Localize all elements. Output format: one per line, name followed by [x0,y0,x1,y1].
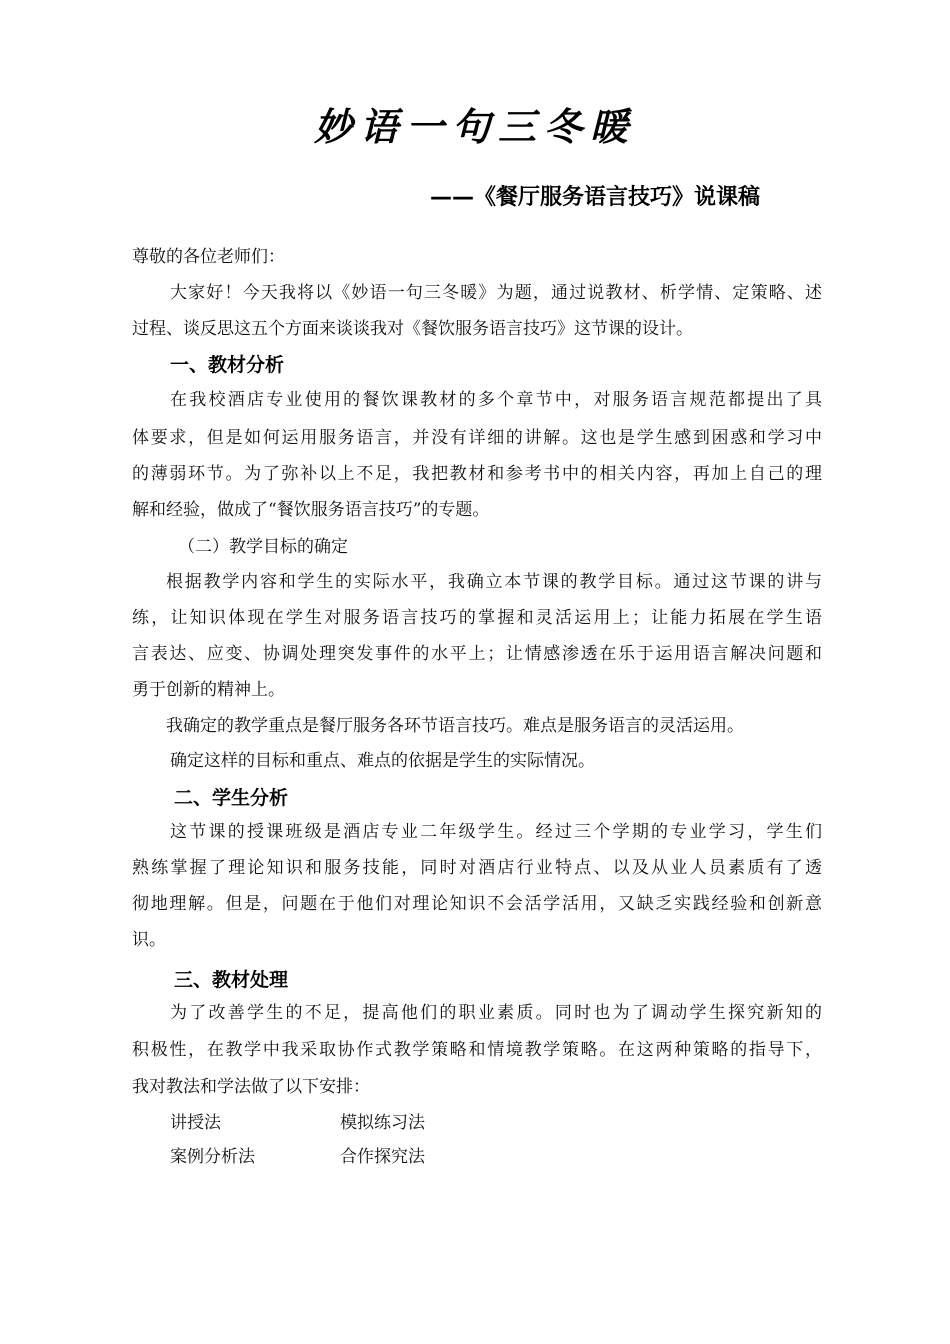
intro-line: 过程、谈反思这五个方面来谈谈我对《餐饮服务语言技巧》这节课的设计。 [132,319,693,339]
paragraph-line: 言表达、应变、协调处理突发事件的水平上；让情感渗透在乐于运用语言解决问题和 [132,644,822,664]
method-item: 合作探究法 [340,1147,425,1167]
paragraph-line: 积极性，在教学中我采取协作式教学策略和情境教学策略。在这两种策略的指导下， [132,1040,822,1060]
paragraph-line: 解和经验，做成了“餐饮服务语言技巧”的专题。 [132,500,490,520]
paragraph-line: 为了改善学生的不足，提高他们的职业素质。同时也为了调动学生探究新知的 [170,1003,822,1023]
document-title: 妙语一句三冬暖 [313,105,636,149]
section-heading: 三、教材处理 [174,969,289,991]
intro-line: 大家好！今天我将以《妙语一句三冬暖》为题，通过说教材、析学情、定策略、述 [170,283,822,303]
paragraph-line: 我对教法和学法做了以下安排： [132,1077,370,1097]
basis-line: 确定这样的目标和重点、难点的依据是学生的实际情况。 [170,751,595,771]
method-item: 模拟练习法 [340,1113,425,1133]
key-points-line: 我确定的教学重点是餐厅服务各环节语言技巧。难点是服务语言的灵活运用。 [166,716,744,736]
paragraph-line: 勇于创新的精神上。 [132,680,285,700]
section-heading: 一、教材分析 [170,354,285,376]
document-subtitle: ——《餐厅服务语言技巧》说课稿 [430,185,761,210]
paragraph-line: 在我校酒店专业使用的餐饮课教材的多个章节中，对服务语言规范都提出了具 [170,390,822,410]
paragraph-line: 根据教学内容和学生的实际水平，我确立本节课的教学目标。通过这节课的讲与 [166,572,822,592]
section-heading: 二、学生分析 [174,787,289,809]
paragraph-line: 熟练掌握了理论知识和服务技能，同时对酒店行业特点、以及从业人员素质有了透 [132,858,822,878]
paragraph-line: 这节课的授课班级是酒店专业二年级学生。经过三个学期的专业学习，学生们 [170,822,822,842]
method-item: 案例分析法 [170,1147,255,1167]
paragraph-line: 识。 [132,930,166,950]
paragraph-line: 的薄弱环节。为了弥补以上不足，我把教材和参考书中的相关内容，再加上自己的理 [132,464,822,484]
paragraph-line: 练，让知识体现在学生对服务语言技巧的掌握和灵活运用上；让能力拓展在学生语 [132,608,822,628]
greeting: 尊敬的各位老师们： [132,247,285,267]
method-item: 讲授法 [170,1113,221,1133]
subsection-heading: （二）教学目标的确定 [178,537,348,557]
paragraph-line: 体要求，但是如何运用服务语言，并没有详细的讲解。这也是学生感到困惑和学习中 [132,428,822,448]
paragraph-line: 彻地理解。但是，问题在于他们对理论知识不会活学活用，又缺乏实践经验和创新意 [132,894,822,914]
